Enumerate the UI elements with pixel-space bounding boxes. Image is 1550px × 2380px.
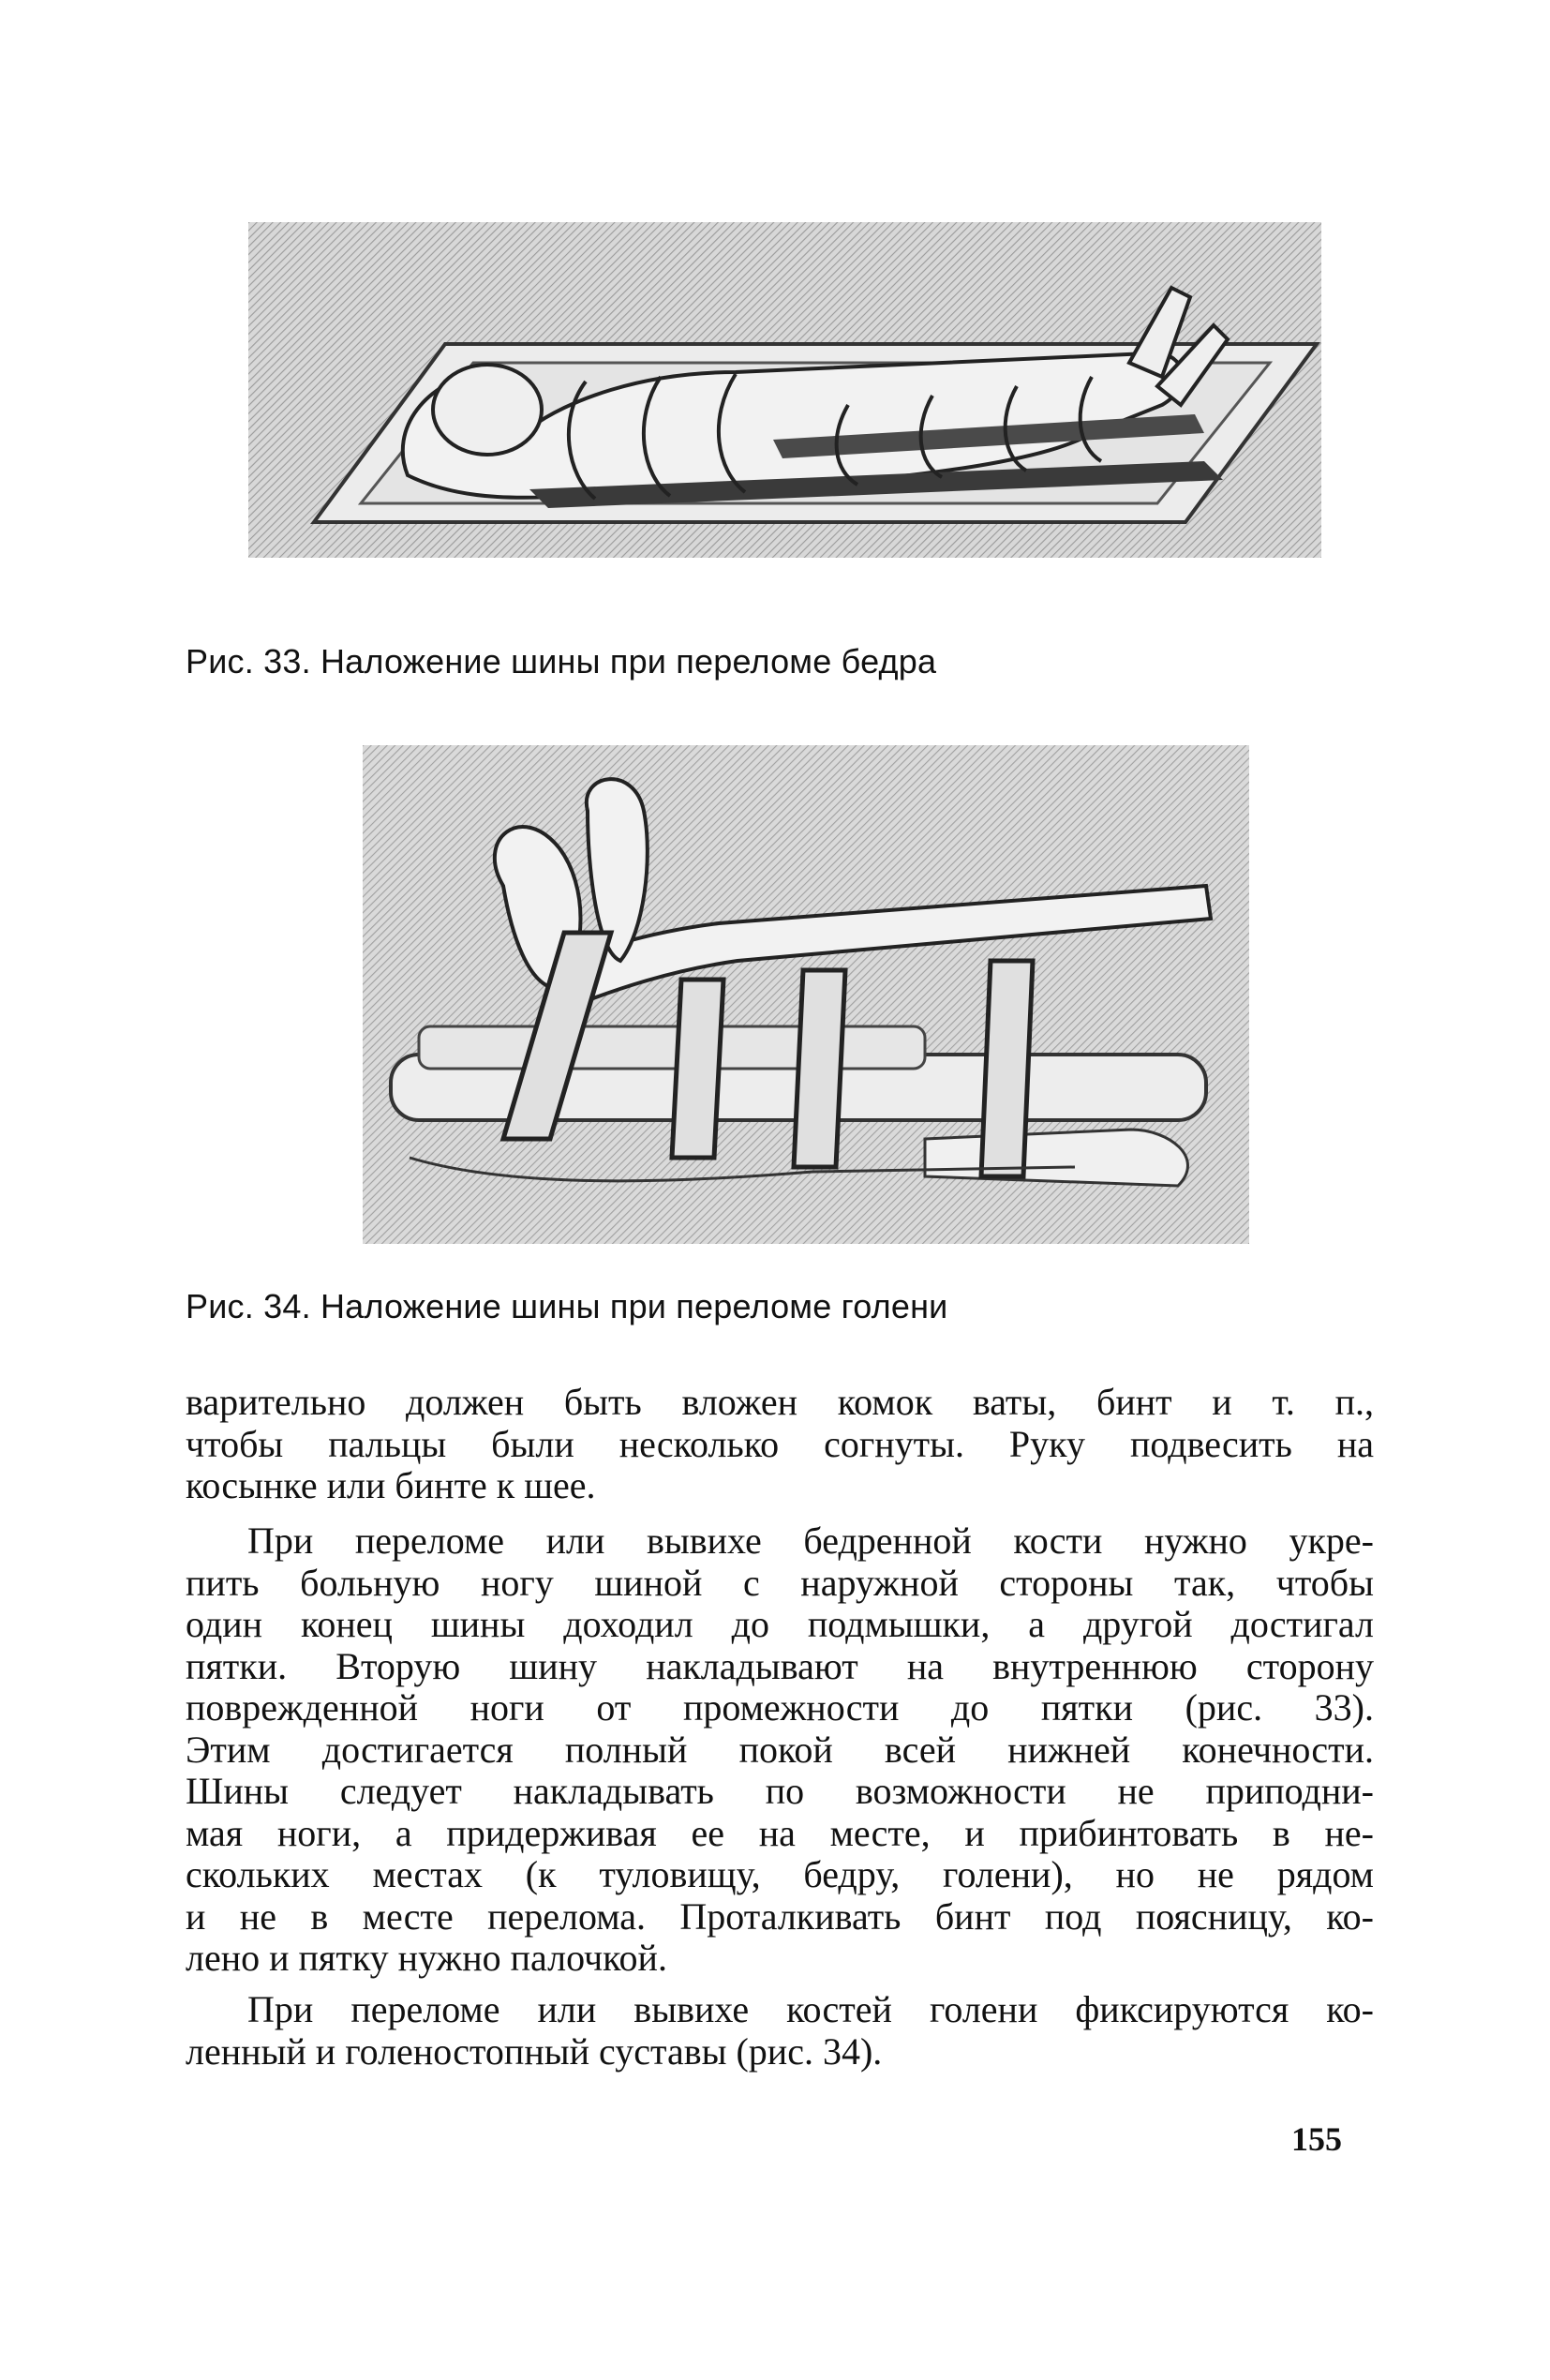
text-line: мая ноги, а придерживая ее на месте, и прибинтовать в не-: [186, 1811, 1374, 1854]
figure-33-illustration: [248, 222, 1321, 558]
text-line: и не в месте перелома. Проталкивать бинт под поясницу, ко-: [186, 1894, 1374, 1938]
text-line: Шины следует накладывать по возможности не приподни-: [186, 1770, 1374, 1812]
paragraph-3: [186, 1989, 1374, 2073]
text-line: При переломе или вывихе бедренной кости нужно укре-: [247, 1519, 1374, 1562]
text-line: пятки. Вторую шину накладывают на внутреннюю сторону: [186, 1644, 1374, 1687]
paragraph-2: [186, 1520, 1374, 1980]
text-line: варительно должен быть вложен комок ваты, бинт и т. п.,: [186, 1381, 1374, 1423]
text-line: чтобы пальцы были несколько согнуты. Руку подвесить на: [186, 1422, 1374, 1465]
figure-34-illustration: [363, 745, 1249, 1244]
text-line: косынке или бинте к шее.: [186, 1464, 596, 1506]
text-line: один конец шины доходил до подмышки, а другой достигал: [186, 1603, 1374, 1645]
text-line: поврежденной ноги от промежности до пятки (рис. 33).: [186, 1686, 1374, 1729]
text-line: скольких местах (к туловищу, бедру, голени), но не рядом: [186, 1853, 1374, 1895]
figure-33-caption: Рис. 33. Наложение шины при переломе бедра: [186, 642, 937, 681]
page-number: 155: [1291, 2120, 1342, 2158]
figure-34-caption: Рис. 34. Наложение шины при переломе голени: [186, 1287, 948, 1325]
paragraph-1: [186, 1382, 1374, 1507]
text-line: ленный и голеностопный суставы (рис. 34).: [186, 2029, 883, 2073]
text-line: Этим достигается полный покой всей нижней конечности.: [186, 1728, 1374, 1771]
text-line: лено и пятку нужно палочкой.: [186, 1937, 667, 1979]
text-line: При переломе или вывихе костей голени фиксируются ко-: [247, 1988, 1374, 2030]
text-line: пить больную ногу шиной с наружной стороны так, чтобы: [186, 1561, 1374, 1604]
